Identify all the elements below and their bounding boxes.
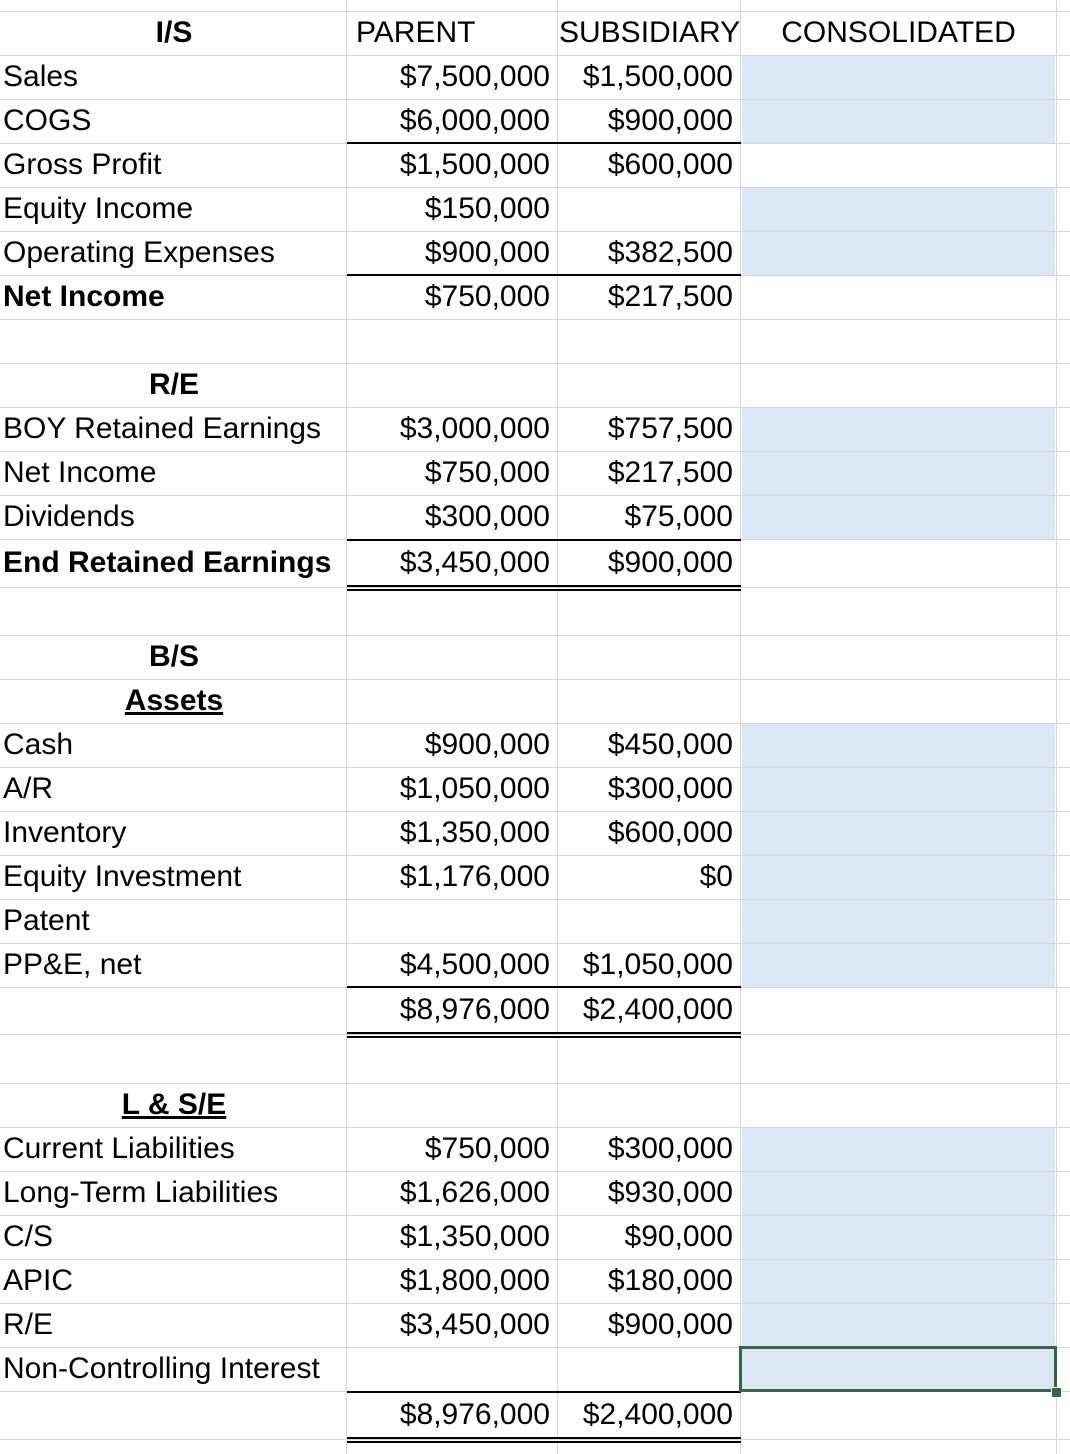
lse-section-title[interactable]: L & S/E [121, 1088, 227, 1121]
row-label-cogs[interactable]: COGS [3, 104, 92, 137]
parent-re-net-income[interactable]: $750,000 [424, 456, 550, 489]
row-label-equity-investment[interactable]: Equity Investment [3, 860, 242, 893]
border-above-net-income [347, 274, 741, 276]
subsidiary-ppe[interactable]: $1,050,000 [582, 948, 733, 981]
row-label-end-retained-earnings[interactable]: End Retained Earnings [3, 546, 332, 579]
border-above-end-re [347, 539, 741, 541]
parent-ar[interactable]: $1,050,000 [399, 772, 550, 805]
parent-column-header[interactable]: PARENT [356, 16, 476, 49]
parent-total-lse[interactable]: $8,976,000 [399, 1398, 550, 1431]
parent-cogs[interactable]: $6,000,000 [399, 104, 550, 137]
parent-equity-income[interactable]: $150,000 [424, 192, 550, 225]
column-gridline [557, 0, 558, 1454]
subsidiary-net-income[interactable]: $217,500 [607, 280, 733, 313]
subsidiary-end-retained-earnings[interactable]: $900,000 [607, 546, 733, 579]
subsidiary-cogs[interactable]: $900,000 [607, 104, 733, 137]
subsidiary-operating-expenses[interactable]: $382,500 [607, 236, 733, 269]
subsidiary-total-lse[interactable]: $2,400,000 [582, 1398, 733, 1431]
double-border-end-re [347, 585, 741, 591]
column-gridline [346, 0, 347, 1454]
assets-subtitle[interactable]: Assets [124, 684, 224, 717]
column-gridline [740, 0, 741, 1454]
row-label-patent[interactable]: Patent [3, 904, 90, 937]
subsidiary-ar[interactable]: $300,000 [607, 772, 733, 805]
re-section-title[interactable]: R/E [148, 368, 199, 401]
parent-apic[interactable]: $1,800,000 [399, 1264, 550, 1297]
subsidiary-equity-income[interactable] [559, 187, 737, 231]
fill-handle[interactable] [1051, 1387, 1062, 1398]
double-border-total-lse [347, 1437, 741, 1443]
subsidiary-sales[interactable]: $1,500,000 [582, 60, 733, 93]
parent-non-controlling-interest[interactable] [348, 1347, 554, 1391]
subsidiary-equity-investment[interactable]: $0 [699, 860, 733, 893]
row-label-net-income[interactable]: Net Income [3, 280, 165, 313]
row-label-cs[interactable]: C/S [3, 1220, 54, 1253]
row-label-ppe[interactable]: PP&E, net [3, 948, 142, 981]
double-border-total-assets [347, 1032, 741, 1038]
parent-ppe[interactable]: $4,500,000 [399, 948, 550, 981]
parent-dividends[interactable]: $300,000 [424, 500, 550, 533]
parent-re[interactable]: $3,450,000 [399, 1308, 550, 1341]
parent-cs[interactable]: $1,350,000 [399, 1220, 550, 1253]
subsidiary-cs[interactable]: $90,000 [624, 1220, 733, 1253]
subsidiary-dividends[interactable]: $75,000 [624, 500, 733, 533]
subsidiary-current-liabilities[interactable]: $300,000 [607, 1132, 733, 1165]
parent-end-retained-earnings[interactable]: $3,450,000 [399, 546, 550, 579]
subsidiary-total-assets[interactable]: $2,400,000 [582, 993, 733, 1026]
subsidiary-cash[interactable]: $450,000 [607, 728, 733, 761]
row-label-apic[interactable]: APIC [3, 1264, 74, 1297]
column-gridline [1056, 0, 1057, 1454]
row-label-gross-profit[interactable]: Gross Profit [3, 148, 162, 181]
row-label-cash[interactable]: Cash [3, 728, 74, 761]
parent-net-income[interactable]: $750,000 [424, 280, 550, 313]
parent-total-assets[interactable]: $8,976,000 [399, 993, 550, 1026]
parent-operating-expenses[interactable]: $900,000 [424, 236, 550, 269]
row-label-dividends[interactable]: Dividends [3, 500, 135, 533]
subsidiary-non-controlling-interest[interactable] [559, 1347, 737, 1391]
bs-section-title[interactable]: B/S [148, 640, 199, 673]
border-above-gross-profit [347, 142, 741, 144]
parent-boy-retained-earnings[interactable]: $3,000,000 [399, 412, 550, 445]
subsidiary-gross-profit[interactable]: $600,000 [607, 148, 733, 181]
border-above-total-lse [347, 1391, 741, 1393]
parent-patent[interactable] [348, 899, 554, 943]
is-section-title[interactable]: I/S [155, 16, 193, 49]
subsidiary-long-term-liabilities[interactable]: $930,000 [607, 1176, 733, 1209]
row-label-equity-income[interactable]: Equity Income [3, 192, 194, 225]
parent-gross-profit[interactable]: $1,500,000 [399, 148, 550, 181]
border-above-total-assets [347, 986, 741, 988]
parent-sales[interactable]: $7,500,000 [399, 60, 550, 93]
parent-current-liabilities[interactable]: $750,000 [424, 1132, 550, 1165]
subsidiary-column-header[interactable]: SUBSIDIARY [559, 16, 741, 49]
row-label-ar[interactable]: A/R [3, 772, 54, 805]
row-label-long-term-liabilities[interactable]: Long-Term Liabilities [3, 1176, 279, 1209]
row-label-current-liabilities[interactable]: Current Liabilities [3, 1132, 235, 1165]
row-label-inventory[interactable]: Inventory [3, 816, 127, 849]
subsidiary-boy-retained-earnings[interactable]: $757,500 [607, 412, 733, 445]
parent-long-term-liabilities[interactable]: $1,626,000 [399, 1176, 550, 1209]
row-gridline [0, 319, 1070, 320]
row-label-re-net-income[interactable]: Net Income [3, 456, 157, 489]
row-label-non-controlling-interest[interactable]: Non-Controlling Interest [3, 1352, 320, 1385]
row-label-sales[interactable]: Sales [3, 60, 79, 93]
row-label-re[interactable]: R/E [3, 1308, 54, 1341]
subsidiary-re[interactable]: $900,000 [607, 1308, 733, 1341]
subsidiary-patent[interactable] [559, 899, 737, 943]
consolidated-column-header[interactable]: CONSOLIDATED [781, 16, 1016, 49]
parent-cash[interactable]: $900,000 [424, 728, 550, 761]
parent-equity-investment[interactable]: $1,176,000 [399, 860, 550, 893]
row-label-operating-expenses[interactable]: Operating Expenses [3, 236, 275, 269]
consolidated-fill-re [742, 407, 1055, 539]
row-label-boy-retained-earnings[interactable]: BOY Retained Earnings [3, 412, 321, 445]
parent-inventory[interactable]: $1,350,000 [399, 816, 550, 849]
subsidiary-inventory[interactable]: $600,000 [607, 816, 733, 849]
active-cell-selection[interactable] [739, 1346, 1057, 1392]
subsidiary-re-net-income[interactable]: $217,500 [607, 456, 733, 489]
subsidiary-apic[interactable]: $180,000 [607, 1264, 733, 1297]
